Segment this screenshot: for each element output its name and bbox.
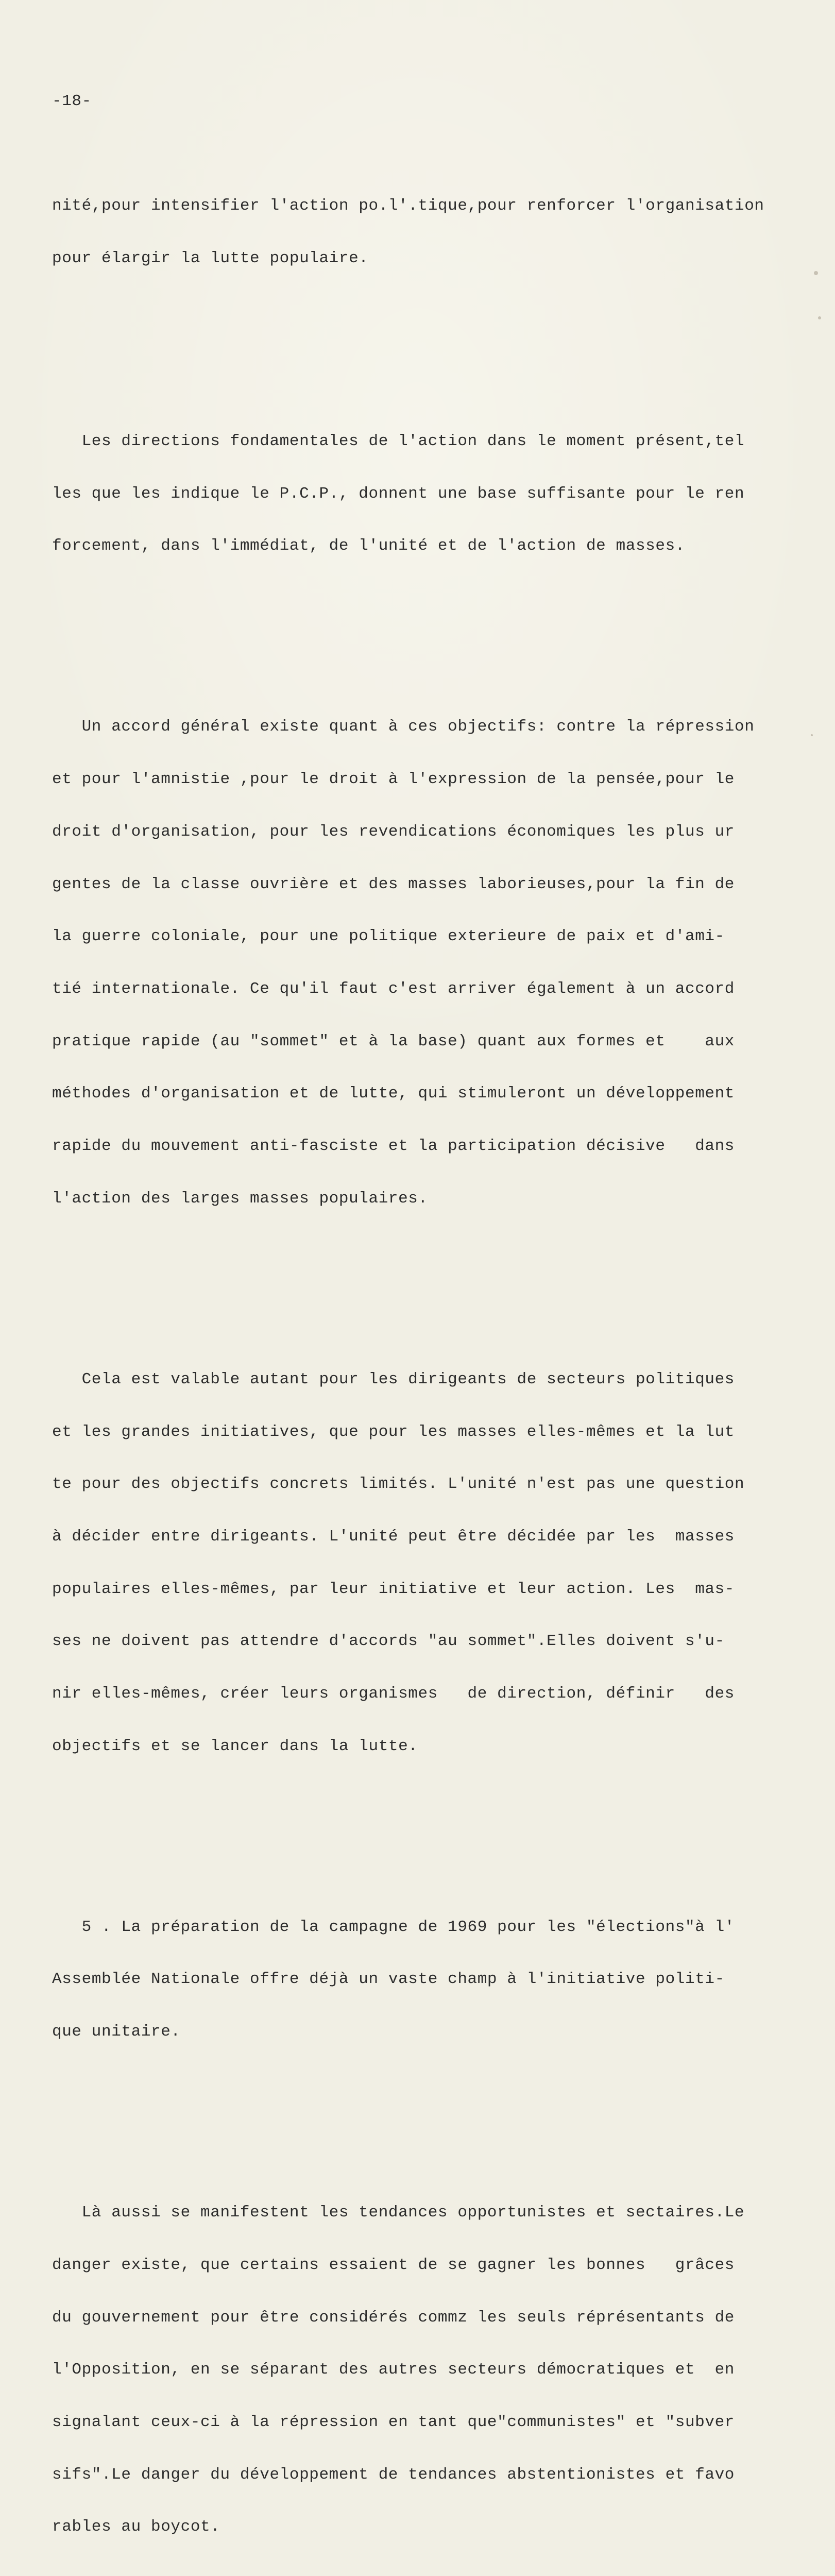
text-line: objectifs et se lancer dans la lutte. [52,1737,418,1755]
text-line: et pour l'amnistie ,pour le droit à l'expression de la pensée,pour le [52,770,735,789]
text-line: nité,pour intensifier l'action po.l'.tique,pour renforcer l'organisation [52,197,764,215]
text-line: l'Opposition, en se séparant des autres secteurs démocratiques et en [52,2361,735,2379]
paragraph [52,1884,794,2076]
text-line: populaires elles-mêmes, par leur initiative et leur action. Les mas- [52,1580,735,1598]
text-line: rapide du mouvement anti-fasciste et la participation décisive dans [52,1137,735,1156]
text-line: pratique rapide (au "sommet" et à la base) quant aux formes et aux [52,1032,735,1050]
paper-smudge [811,734,813,736]
text-line: te pour des objectifs concrets limités. L'unité n'est pas une question [52,1475,745,1494]
text-line: droit d'organisation, pour les revendications économiques les plus ur [52,822,735,841]
text-line: à décider entre dirigeants. L'unité peut être décidée par les masses [52,1527,735,1546]
text-line: et les grandes initiatives, que pour les masses elles-mêmes et la lut [52,1422,735,1441]
paragraph [52,684,794,1243]
paper-smudge [818,316,821,319]
typewritten-text [52,58,794,2576]
paragraph [52,162,794,302]
paragraph [52,2169,794,2571]
text-line: danger existe, que certains essaient de se gagner les bonnes grâces [52,2256,735,2274]
text-line: gentes de la classe ouvrière et des masses laborieuses,pour la fin de [52,875,735,893]
text-line: Un accord général existe quant à ces objectifs: contre la répression [52,718,755,736]
text-line: méthodes d'organisation et de lutte, qui stimuleront un développement [52,1084,735,1103]
text-line: pour élargir la lutte populaire. [52,249,369,267]
text-line: la guerre coloniale, pour une politique exterieure de paix et d'ami- [52,927,725,946]
paper-smudge [814,271,818,275]
text-line: du gouvernement pour être considérés commz les seuls réprésentants de [52,2308,735,2327]
text-line: Assemblée Nationale offre déjà un vaste champ à l'initiative politi- [52,1970,725,1989]
text-line: forcement, dans l'immédiat, de l'unité et de l'action de masses. [52,537,685,555]
text-line: 5 . La préparation de la campagne de 1969 pour les "élections"à l' [52,1918,735,1936]
text-line: ses ne doivent pas attendre d'accords "au sommet".Elles doivent s'u- [52,1632,725,1651]
page-number: -18- [52,92,92,110]
text-line: nir elles-mêmes, créer leurs organismes de direction, définir des [52,1685,735,1703]
text-line: que unitaire. [52,2023,181,2041]
paragraph [52,1336,794,1790]
text-line: sifs".Le danger du développement de tendances abstentionistes et favo [52,2465,735,2484]
text-line: tié internationale. Ce qu'il faut c'est arriver également à un accord [52,979,735,998]
text-line: signalant ceux-ci à la répression en tant que"communistes" et "subver [52,2413,735,2432]
text-line: les que les indique le P.C.P., donnent une base suffisante pour le ren [52,484,745,503]
text-line: Là aussi se manifestent les tendances opportunistes et sectaires.Le [52,2204,745,2222]
text-line: Cela est valable autant pour les dirigeants de secteurs politiques [52,1370,735,1388]
text-line: l'action des larges masses populaires. [52,1189,428,1208]
text-line: rables au boycot. [52,2518,220,2536]
paragraph [52,398,794,590]
text-line: Les directions fondamentales de l'action dans le moment présent,tel [52,432,745,450]
